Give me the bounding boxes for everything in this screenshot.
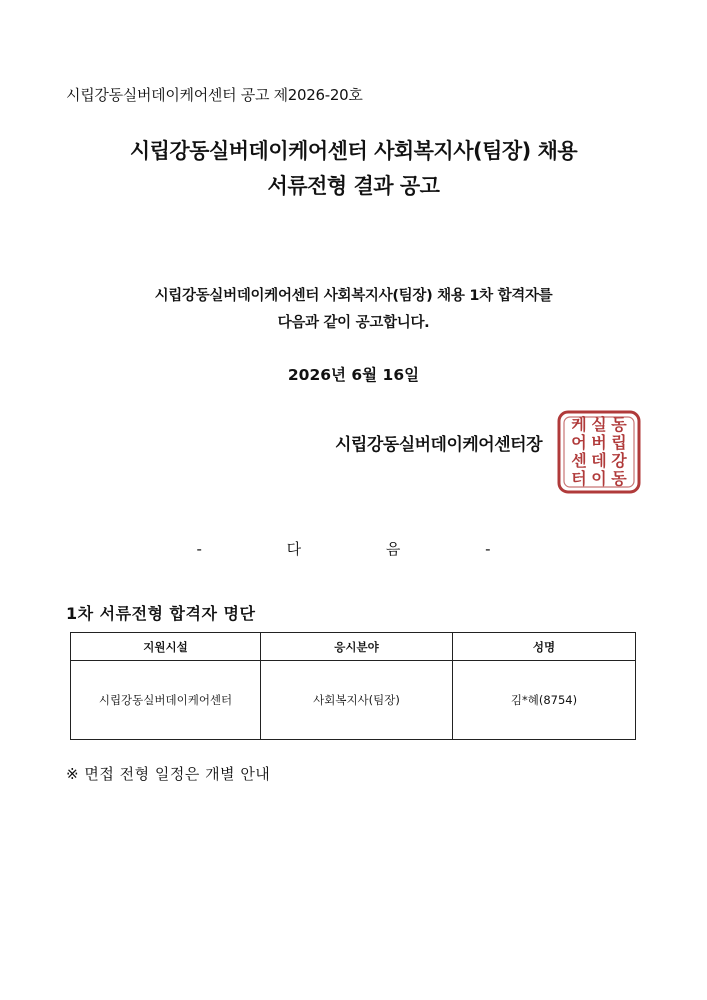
page-title-line2: 서류전형 결과 공고 <box>267 174 440 198</box>
seal-char: 실 <box>591 415 607 434</box>
table-row <box>71 661 636 740</box>
announcement-text-line1: 시립강동실버데이케어센터 사회복지사(팀장) 채용 1차 합격자를 <box>154 288 553 304</box>
seal-char: 립 <box>611 433 627 452</box>
seal-char: 동 <box>611 415 627 434</box>
announcement-text-line2: 다음과 같이 공고합니다. <box>277 315 430 331</box>
cell-facility: 시립강동실버데이케어센터 <box>71 661 261 740</box>
issuer-name: 시립강동실버데이케어센터장 <box>335 435 542 455</box>
page-title-line1: 시립강동실버데이케어센터 사회복지사(팀장) 채용 <box>129 139 578 163</box>
seal-char: 센 <box>571 451 587 470</box>
seal-char: 이 <box>591 469 607 488</box>
seal-char: 강 <box>611 451 627 470</box>
seal-char: 어 <box>571 433 587 452</box>
seal-char: 버 <box>591 433 607 452</box>
official-seal-icon <box>556 409 642 495</box>
seal-char: 터 <box>571 469 587 488</box>
result-table <box>70 632 636 740</box>
passed-list-heading: 1차 서류전형 합격자 명단 <box>66 604 256 623</box>
seal-char: 동 <box>611 469 627 488</box>
announcement-date: 2026년 6월 16일 <box>287 366 420 384</box>
header-name: 성명 <box>453 633 636 661</box>
notice-number: 시립강동실버데이케어센터 공고 제2026-20호 <box>66 86 363 104</box>
next-heading: - 다 음 - <box>196 540 531 558</box>
table-header-row <box>71 633 636 661</box>
footnote: ※ 면접 전형 일정은 개별 안내 <box>66 765 271 783</box>
header-field: 응시분야 <box>261 633 453 661</box>
cell-field: 사회복지사(팀장) <box>261 661 453 740</box>
seal-char: 데 <box>591 451 607 470</box>
cell-name: 김*혜(8754) <box>453 661 636 740</box>
header-facility: 지원시설 <box>71 633 261 661</box>
seal-char: 케 <box>571 415 587 434</box>
